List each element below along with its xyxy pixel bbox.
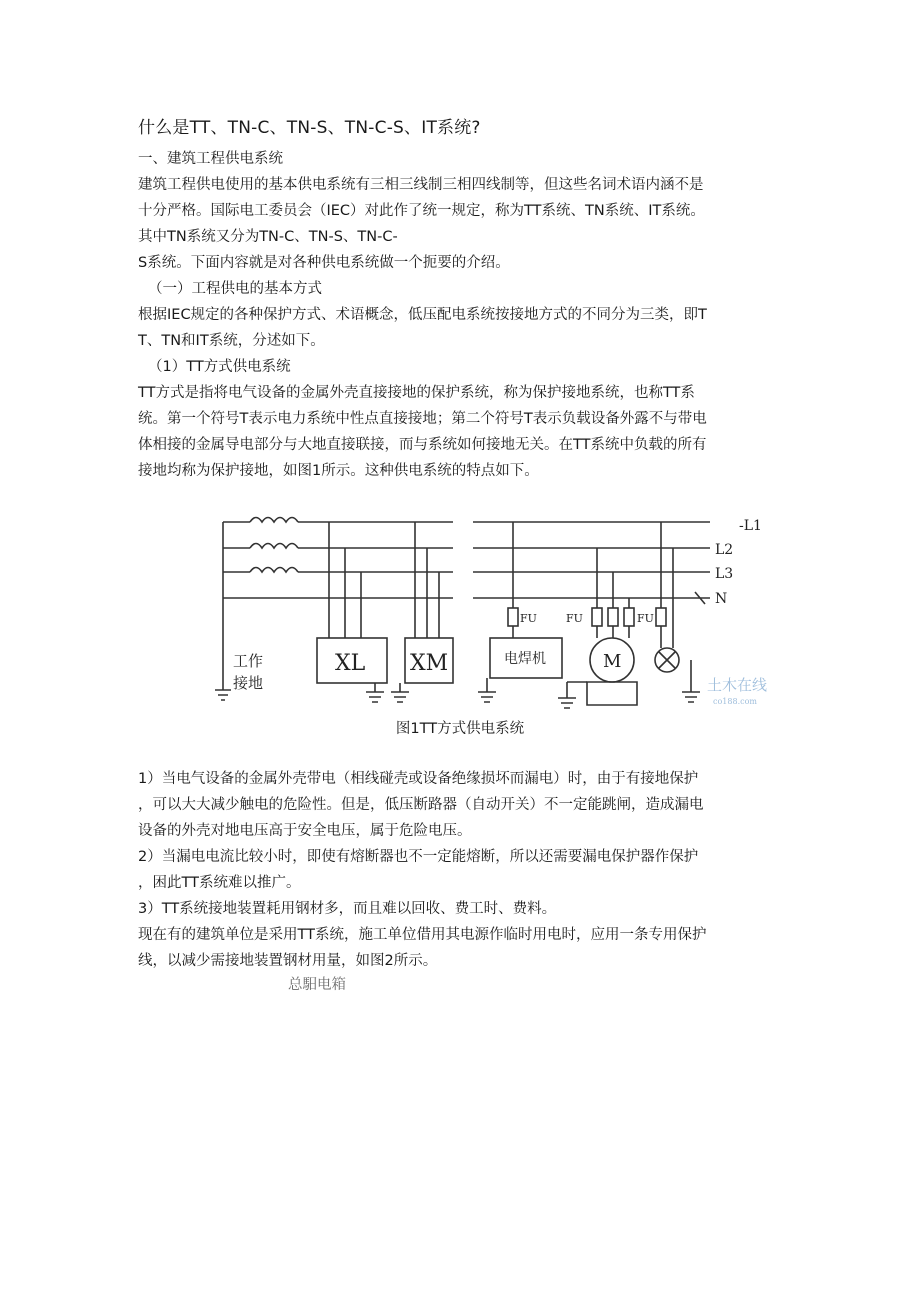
xm-box-label: XM	[410, 651, 449, 676]
watermark-url: co188.com	[713, 697, 757, 706]
subsection-heading: （一）工程供电的基本方式	[148, 281, 322, 297]
body-line: 线，以减少需接地装置钢材用量，如图2所示。	[138, 953, 438, 969]
body-line: 3）TT系统接地装置耗用钢材多，而且难以回收、费工时、费料。	[138, 901, 557, 917]
body-line: 设备的外壳对地电压高于安全电压，属于危险电压。	[138, 823, 472, 839]
subsection-heading: （1）TT方式供电系统	[148, 359, 291, 375]
body-line: 2）当漏电电流比较小时，即使有熔断器也不一定能熔断，所以还需要漏电保护器作保护	[138, 849, 699, 865]
line-label-l3: L3	[715, 566, 734, 582]
figure-caption: 图1TT方式供电系统	[395, 721, 525, 737]
line-label-l1: -L1	[739, 518, 762, 534]
body-line: 统。第一个符号T表示电力系统中性点直接接地；第二个符号T表示负载设备外露不与带电	[138, 411, 707, 427]
fuse-label: FU	[520, 612, 537, 625]
welder-label: 电焊机	[504, 651, 546, 667]
page-title: 什么是TT、TN-C、TN-S、TN-C-S、IT系统?	[138, 118, 481, 138]
line-label-l2: L2	[715, 542, 734, 558]
body-line: 体相接的金属导电部分与大地直接联接，而与系统如何接地无关。在TT系统中负载的所有	[138, 437, 707, 453]
work-ground-label: 工作	[233, 652, 264, 670]
body-line: TT方式是指将电气设备的金属外壳直接接地的保护系统，称为保护接地系统，也称TT系	[138, 385, 695, 401]
body-line: ，困此TT系统难以推广。	[138, 875, 301, 891]
body-line: T、TN和IT系统，分述如下。	[138, 333, 325, 349]
xl-box-label: XL	[335, 651, 366, 676]
watermark-text: 土木在线	[707, 676, 768, 694]
body-line: 其中TN系统又分为TN-C、TN-S、TN-C-	[138, 229, 398, 245]
body-line: ，可以大大减少触电的危险性。但是，低压断路器（自动开关）不一定能跳闸，造成漏电	[138, 797, 704, 813]
work-ground-label: 接地	[233, 674, 264, 692]
body-line: 1）当电气设备的金属外壳带电（相线碰壳或设备绝缘损坏而漏电）时，由于有接地保护	[138, 771, 699, 787]
body-line: 现在有的建筑单位是采用TT系统，施工单位借用其电源作临时用电时，应用一条专用保护	[138, 927, 707, 943]
body-line: 接地均称为保护接地，如图1所示。这种供电系统的特点如下。	[138, 463, 539, 479]
body-line: 根据IEC规定的各种保护方式、术语概念，低压配电系统按接地方式的不同分为三类，即T	[138, 307, 707, 323]
body-line: 建筑工程供电使用的基本供电系统有三相三线制三相四线制等，但这些名词术语内涵不是	[138, 177, 704, 193]
body-line: S系统。下面内容就是对各种供电系统做一个扼要的介绍。	[138, 255, 510, 271]
line-label-n: N	[715, 591, 728, 607]
fuse-label: FU	[566, 612, 583, 625]
tt-system-diagram	[205, 510, 805, 715]
fuse-label: FU	[637, 612, 654, 625]
body-line: 十分严格。国际电工委员会（IEC）对此作了统一规定，称为TT系统、TN系统、IT系统。	[138, 203, 705, 219]
trailing-label: 总馹电箱	[288, 977, 346, 993]
section-heading: 一、建筑工程供电系统	[138, 151, 283, 167]
motor-label: M	[603, 651, 622, 672]
